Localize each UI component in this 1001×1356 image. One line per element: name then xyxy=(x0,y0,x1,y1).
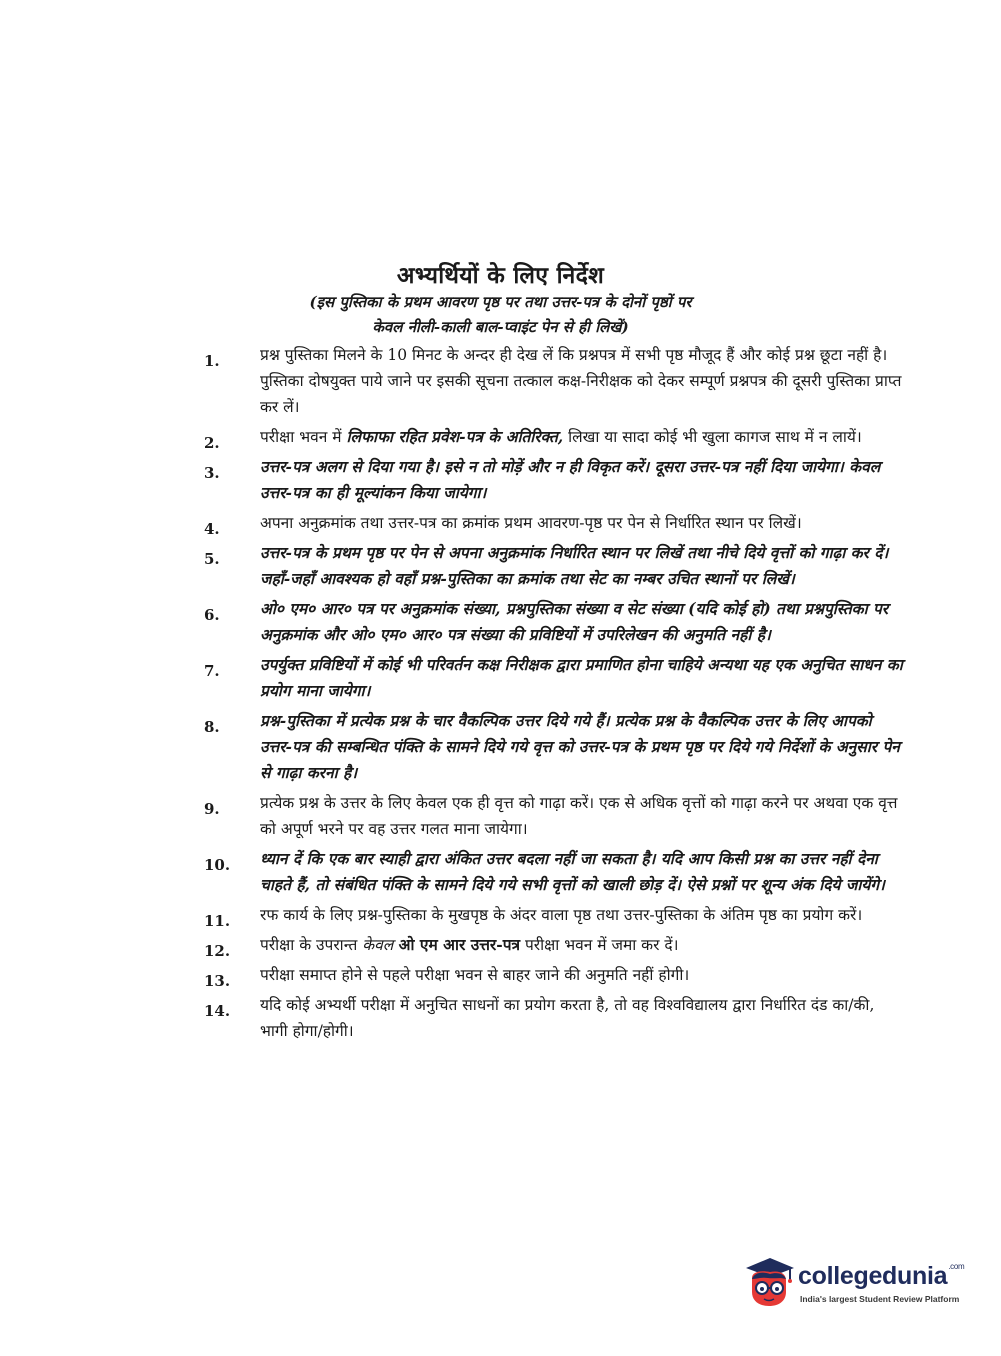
item-text-part: लिखा या सादा कोई भी खुला कागज साथ में न लायें। xyxy=(563,428,862,446)
instruction-item xyxy=(200,932,905,958)
item-text: उत्तर-पत्र के प्रथम पृष्ठ पर पेन से अपना अनुक्रमांक निर्धारित स्थान पर लिखें तथा नीचे दिये वृत्तों को गाढ़ा कर दें। जहाँ-जहाँ आवश्यक हो वहाँ प्रश्न-पुस्तिका का क्रमांक तथा सेट का नम्बर उचित स्थानों पर लिखें। xyxy=(260,543,889,588)
item-number: 12. xyxy=(204,942,231,960)
instruction-item xyxy=(200,846,905,898)
instruction-item xyxy=(200,424,905,450)
item-text: प्रश्न पुस्तिका मिलने के 10 मिनट के अन्दर ही देख लें कि प्रश्नपत्र में सभी पृष्ठ मौजूद हैं और कोई प्रश्न छूटा नहीं है। पुस्तिका दोषयुक्त पाये जाने पर इसकी सूचना तत्काल कक्ष-निरीक्षक को देकर सम्पूर्ण प्रश्नपत्र की दूसरी पुस्तिका प्राप्त कर लें। xyxy=(260,346,902,416)
item-text: प्रत्येक प्रश्न के उत्तर के लिए केवल एक ही वृत्त को गाढ़ा करें। एक से अधिक वृत्तों को गाढ़ा करने पर अथवा एक वृत्त को अपूर्ण भरने पर वह उत्तर गलत माना जायेगा। xyxy=(260,794,898,838)
collegedunia-logo xyxy=(740,1252,970,1312)
item-text: ध्यान दें कि एक बार स्याही द्वारा अंकित उत्तर बदला नहीं जा सकता है। यदि आप किसी प्रश्न का उत्तर नहीं देना चाहते हैं, तो संबंधित पंक्ति के सामने दिये गये सभी वृत्तों को खाली छोड़ दें। ऐसे प्रश्नों पर शून्य अंक दिये जायेंगे। xyxy=(260,849,885,894)
item-text: उत्तर-पत्र अलग से दिया गया है। इसे न तो मोड़ें और न ही विकृत करें। दूसरा उत्तर-पत्र नहीं दिया जायेगा। केवल उत्तर-पत्र का ही मूल्यांकन किया जायेगा। xyxy=(260,457,881,502)
item-text-emphasis: ओ एम आर उत्तर-पत्र xyxy=(393,935,521,954)
item-text: ओ० एम० आर० पत्र पर अनुक्रमांक संख्या, प्रश्नपुस्तिका संख्या व सेट संख्या (यदि कोई हो) तथा प्रश्नपुस्तिका पर अनुक्रमांक और ओ० एम० आर० पत्र संख्या की प्रविष्टियों में उपरिलेखन की अनुमति नहीं है। xyxy=(260,599,889,644)
item-number: 4. xyxy=(204,520,220,538)
subtitle-line-1: (इस पुस्तिका के प्रथम आवरण पृष्ठ पर तथा उत्तर-पत्र के दोनों पृष्ठों पर xyxy=(309,293,692,311)
instructions-list xyxy=(200,342,905,1048)
logo-suffix: .com xyxy=(948,1262,965,1271)
item-text: रफ कार्य के लिए प्रश्न-पुस्तिका के मुखपृष्ठ के अंदर वाला पृष्ठ तथा उत्तर-पुस्तिका के अंतिम पृष्ठ का प्रयोग करें। xyxy=(260,906,863,924)
instruction-item xyxy=(200,454,905,506)
item-number: 1. xyxy=(204,352,220,370)
item-text-part: परीक्षा भवन में xyxy=(260,428,347,446)
subtitle-line-2: केवल नीली-काली बाल-प्वाइंट पेन से ही लिखें) xyxy=(372,318,629,336)
item-number: 10. xyxy=(204,856,231,874)
item-text: परीक्षा समाप्त होने से पहले परीक्षा भवन से बाहर जाने की अनुमति नहीं होगी। xyxy=(260,966,690,984)
instruction-item xyxy=(200,652,905,704)
instruction-item xyxy=(200,962,905,988)
logo-wordmark xyxy=(798,1262,964,1291)
item-number: 5. xyxy=(204,550,220,568)
instruction-item xyxy=(200,540,905,592)
item-text xyxy=(260,932,905,958)
item-text xyxy=(260,424,905,450)
item-text-part: परीक्षा भवन में जमा कर दें। xyxy=(520,936,679,954)
item-number: 14. xyxy=(204,1002,231,1020)
item-number: 7. xyxy=(204,662,220,680)
graduate-face-icon xyxy=(740,1252,796,1308)
item-text-part: परीक्षा के उपरान्त xyxy=(260,936,363,954)
item-number: 8. xyxy=(204,718,220,736)
item-text: अपना अनुक्रमांक तथा उत्तर-पत्र का क्रमांक प्रथम आवरण-पृष्ठ पर पेन से निर्धारित स्थान पर लिखें। xyxy=(260,514,802,532)
document-subtitle xyxy=(0,290,1001,340)
item-text-emphasis: लिफाफा रहित प्रवेश-पत्र के अतिरिक्त, xyxy=(346,427,564,446)
instruction-item xyxy=(200,596,905,648)
item-number: 6. xyxy=(204,606,220,624)
instruction-item xyxy=(200,708,905,786)
instruction-item xyxy=(200,902,905,928)
item-text: यदि कोई अभ्यर्थी परीक्षा में अनुचित साधनों का प्रयोग करता है, तो वह विश्वविद्यालय द्वारा निर्धारित दंड का/की, भागी होगा/होगी। xyxy=(260,996,875,1040)
instruction-item xyxy=(200,790,905,842)
item-text: उपर्युक्त प्रविष्टियों में कोई भी परिवर्तन कक्ष निरीक्षक द्वारा प्रमाणित होना चाहिये अन्यथा यह एक अनुचित साधन का प्रयोग माना जायेगा। xyxy=(260,655,903,700)
document-title: अभ्यर्थियों के लिए निर्देश xyxy=(396,262,605,290)
instruction-item xyxy=(200,510,905,536)
item-number: 11. xyxy=(204,912,231,930)
logo-word-text: collegedunia xyxy=(798,1262,948,1290)
item-text: प्रश्न-पुस्तिका में प्रत्येक प्रश्न के चार वैकल्पिक उत्तर दिये गये हैं। प्रत्येक प्रश्न के वैकल्पिक उत्तर के लिए आपको उत्तर-पत्र की सम्बन्धित पंक्ति के सामने दिये गये वृत्त को उत्तर-पत्र के प्रथम पृष्ठ पर दिये गये निर्देशों के अनुसार पेन से गाढ़ा करना है। xyxy=(260,711,900,782)
item-number: 3. xyxy=(204,464,220,482)
item-number: 13. xyxy=(204,972,231,990)
instruction-item xyxy=(200,342,905,420)
item-number: 2. xyxy=(204,434,220,452)
instruction-item xyxy=(200,992,905,1044)
item-text-emphasis: केवल xyxy=(362,936,394,954)
logo-tagline: India's largest Student Review Platform xyxy=(800,1294,960,1304)
item-number: 9. xyxy=(204,800,220,818)
